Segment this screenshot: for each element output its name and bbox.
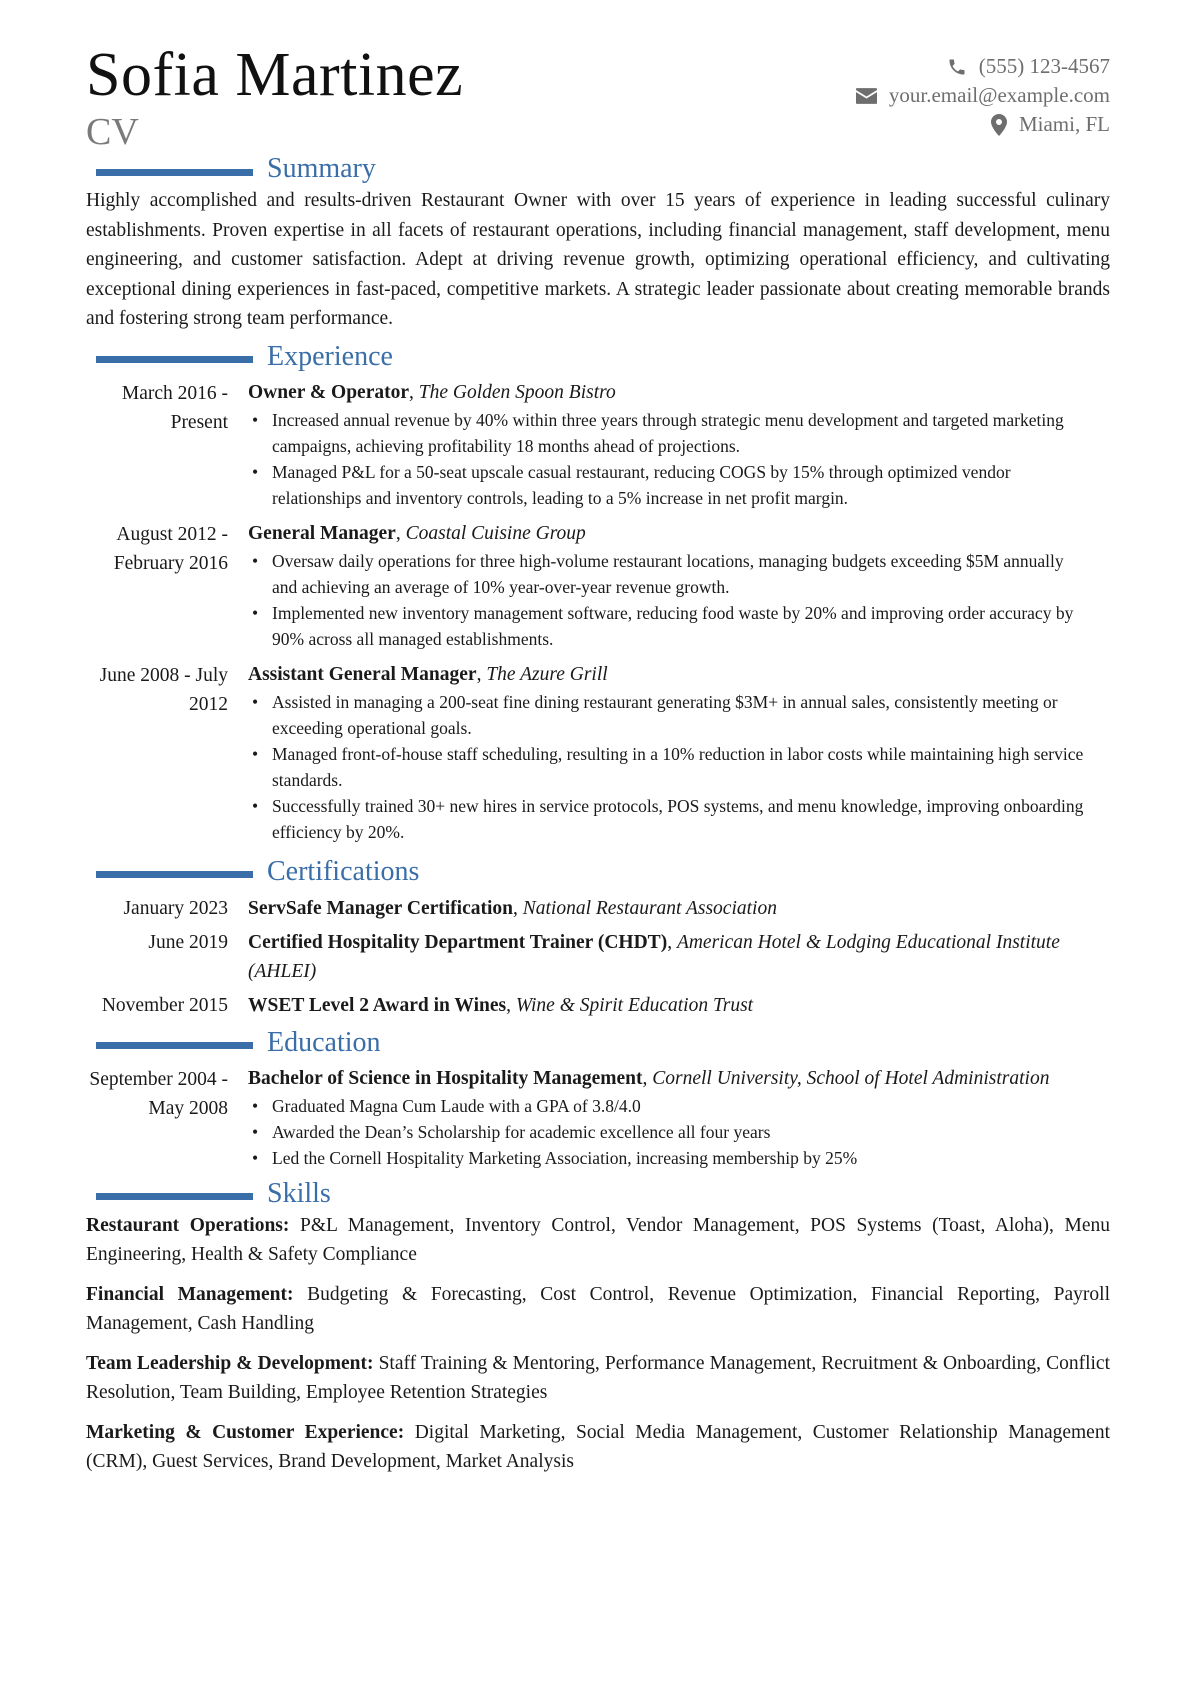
skill-category: Marketing & Customer Experience: xyxy=(86,1421,405,1443)
contact-phone xyxy=(856,52,1110,81)
certification-issuer: National Restaurant Association xyxy=(522,897,777,919)
section-title: Experience xyxy=(267,340,393,372)
entry-title: Certified Hospitality Department Trainer (CHDT), American Hotel & Lodging Educational Institute (AHLEI) xyxy=(248,931,1060,982)
bullet-item: • Graduated Magna Cum Laude with a GPA of 3.8/4.0 xyxy=(248,1093,1090,1119)
bullet-item: • Assisted in managing a 200-seat fine dining restaurant generating $3M+ in annual sales, consistently meeting or exceeding operational goals. xyxy=(248,689,1090,741)
bullet-item: • Managed P&L for a 50-seat upscale casual restaurant, reducing COGS by 15% through optimized vendor relationships and inventory controls, leading to a 5% increase in net profit margin. xyxy=(248,459,1090,511)
envelope-icon xyxy=(856,88,877,104)
skill-group xyxy=(86,1418,1110,1477)
location-text: Miami, FL xyxy=(1018,112,1110,136)
bullet-item: • Led the Cornell Hospitality Marketing Association, increasing membership by 25% xyxy=(248,1145,1090,1171)
skill-category: Team Leadership & Development: xyxy=(86,1352,374,1374)
certification-name: ServSafe Manager Certification xyxy=(248,897,513,919)
entry-date: March 2016 - Present xyxy=(121,382,228,433)
skill-list: Staff Training & Mentoring, Performance Management, Recruitment & Onboarding, Conflict Resolution, Team Building, Employee Retention Strategies xyxy=(86,1352,1111,1403)
phone-icon xyxy=(947,57,967,77)
certification-entry xyxy=(86,928,1110,986)
section-accent-bar xyxy=(96,1193,253,1200)
education-section xyxy=(86,1026,1110,1171)
certification-entry xyxy=(86,894,1110,923)
school-name: Cornell University, School of Hotel Administration xyxy=(652,1067,1050,1089)
job-role: Owner & Operator xyxy=(248,381,410,403)
entry-title: Bachelor of Science in Hospitality Management, Cornell University, School of Hotel Administration xyxy=(248,1067,1050,1089)
bullet-list xyxy=(248,1093,1090,1171)
section-title: Skills xyxy=(267,1177,331,1209)
section-accent-bar xyxy=(96,871,253,878)
cv-page xyxy=(86,0,1110,1487)
bullet-list xyxy=(248,407,1090,511)
experience-entry xyxy=(86,378,1110,511)
bullet-item: • Managed front-of-house staff scheduling, resulting in a 10% reduction in labor costs while maintaining high service standards. xyxy=(248,741,1090,793)
bullet-list xyxy=(248,689,1090,845)
bullet-item: • Oversaw daily operations for three high-volume restaurant locations, managing budgets exceeding $5M annually and achieving an average of 10% year-over-year revenue growth. xyxy=(248,548,1090,600)
skill-category: Restaurant Operations: xyxy=(86,1214,290,1236)
section-accent-bar xyxy=(96,169,253,176)
certification-issuer: Wine & Spirit Education Trust xyxy=(515,994,754,1016)
entry-date: June 2008 - July 2012 xyxy=(99,664,228,715)
employer: Coastal Cuisine Group xyxy=(405,522,586,544)
bullet-item: • Successfully trained 30+ new hires in service protocols, POS systems, and menu knowledge, improving onboarding efficiency by 20%. xyxy=(248,793,1090,845)
employer: The Golden Spoon Bistro xyxy=(418,381,616,403)
entry-title: ServSafe Manager Certification, National Restaurant Association xyxy=(248,897,777,919)
skill-list: P&L Management, Inventory Control, Vendor Management, POS Systems (Toast, Aloha), Menu Engineering, Health & Safety Compliance xyxy=(86,1214,1110,1265)
degree-name: Bachelor of Science in Hospitality Management xyxy=(248,1067,643,1089)
phone-number[interactable]: (555) 123-4567 xyxy=(978,54,1110,78)
entry-date: November 2015 xyxy=(101,994,228,1016)
skills-section xyxy=(86,1177,1110,1477)
employer: The Azure Grill xyxy=(486,663,608,685)
entry-date: August 2012 - February 2016 xyxy=(113,523,228,574)
section-accent-bar xyxy=(96,1042,253,1049)
bullet-item: • Increased annual revenue by 40% within three years through strategic menu development and targeted marketing campaigns, achieving profitability 18 months ahead of projections. xyxy=(248,407,1090,459)
section-title: Summary xyxy=(267,153,376,184)
experience-section xyxy=(86,340,1110,845)
entry-date: September 2004 - May 2008 xyxy=(89,1068,228,1119)
skill-group xyxy=(86,1211,1110,1270)
certifications-section xyxy=(86,855,1110,1020)
certification-issuer: American Hotel & Lodging Educational Institute (AHLEI) xyxy=(248,931,1060,982)
entry-date: January 2023 xyxy=(123,897,228,919)
entry-title: General Manager, Coastal Cuisine Group xyxy=(248,522,586,544)
entry-date: June 2019 xyxy=(148,931,228,953)
section-header xyxy=(86,855,1110,889)
person-name: Sofia Martinez xyxy=(86,41,464,109)
contact-info xyxy=(856,52,1110,139)
contact-email xyxy=(856,81,1110,110)
skill-category: Financial Management: xyxy=(86,1283,294,1305)
email-address[interactable]: your.email@example.com xyxy=(888,83,1110,107)
summary-text: Highly accomplished and results-driven Restaurant Owner with over 15 years of experience in leading successful culinary establishments. Proven expertise in all facets of restaurant operations, including financial management, staff development, menu engineering, and customer satisfaction. Adept at driving revenue growth, optimizing operational efficiency, and cultivating exceptional dining experiences in fast-paced, competitive markets. A strategic leader passionate about creating memorable brands and fostering strong team performance. xyxy=(86,190,1110,329)
job-role: General Manager xyxy=(248,522,396,544)
cv-header xyxy=(86,0,1110,152)
section-header xyxy=(86,1026,1110,1060)
skill-list: Digital Marketing, Social Media Management, Customer Relationship Management (CRM), Guest Services, Brand Development, Market Analysis xyxy=(86,1421,1111,1472)
entry-title: Assistant General Manager, The Azure Grill xyxy=(248,663,608,685)
education-entry xyxy=(86,1064,1110,1171)
contact-location xyxy=(856,110,1110,139)
job-role: Assistant General Manager xyxy=(248,663,477,685)
section-title: Certifications xyxy=(267,855,420,887)
skill-group xyxy=(86,1280,1110,1339)
certification-name: Certified Hospitality Department Trainer (CHDT) xyxy=(248,931,668,953)
certification-name: WSET Level 2 Award in Wines xyxy=(248,994,507,1016)
bullet-item: • Awarded the Dean’s Scholarship for academic excellence all four years xyxy=(248,1119,1090,1145)
summary-section xyxy=(86,152,1110,334)
document-subtitle: CV xyxy=(86,111,139,153)
skill-group xyxy=(86,1349,1110,1408)
entry-title: Owner & Operator, The Golden Spoon Bistro xyxy=(248,381,616,403)
section-header xyxy=(86,340,1110,374)
section-title: Education xyxy=(267,1026,381,1058)
section-accent-bar xyxy=(96,356,253,363)
experience-entry xyxy=(86,519,1110,652)
entry-title: WSET Level 2 Award in Wines, Wine & Spirit Education Trust xyxy=(248,994,754,1016)
certification-entry xyxy=(86,991,1110,1020)
experience-entry xyxy=(86,660,1110,845)
map-marker-icon xyxy=(991,114,1007,136)
section-header xyxy=(86,152,1110,186)
bullet-list xyxy=(248,548,1090,652)
bullet-item: • Implemented new inventory management software, reducing food waste by 20% and improving order accuracy by 90% across all managed establishments. xyxy=(248,600,1090,652)
section-header xyxy=(86,1177,1110,1211)
skill-list: Budgeting & Forecasting, Cost Control, Revenue Optimization, Financial Reporting, Payroll Management, Cash Handling xyxy=(86,1283,1110,1334)
